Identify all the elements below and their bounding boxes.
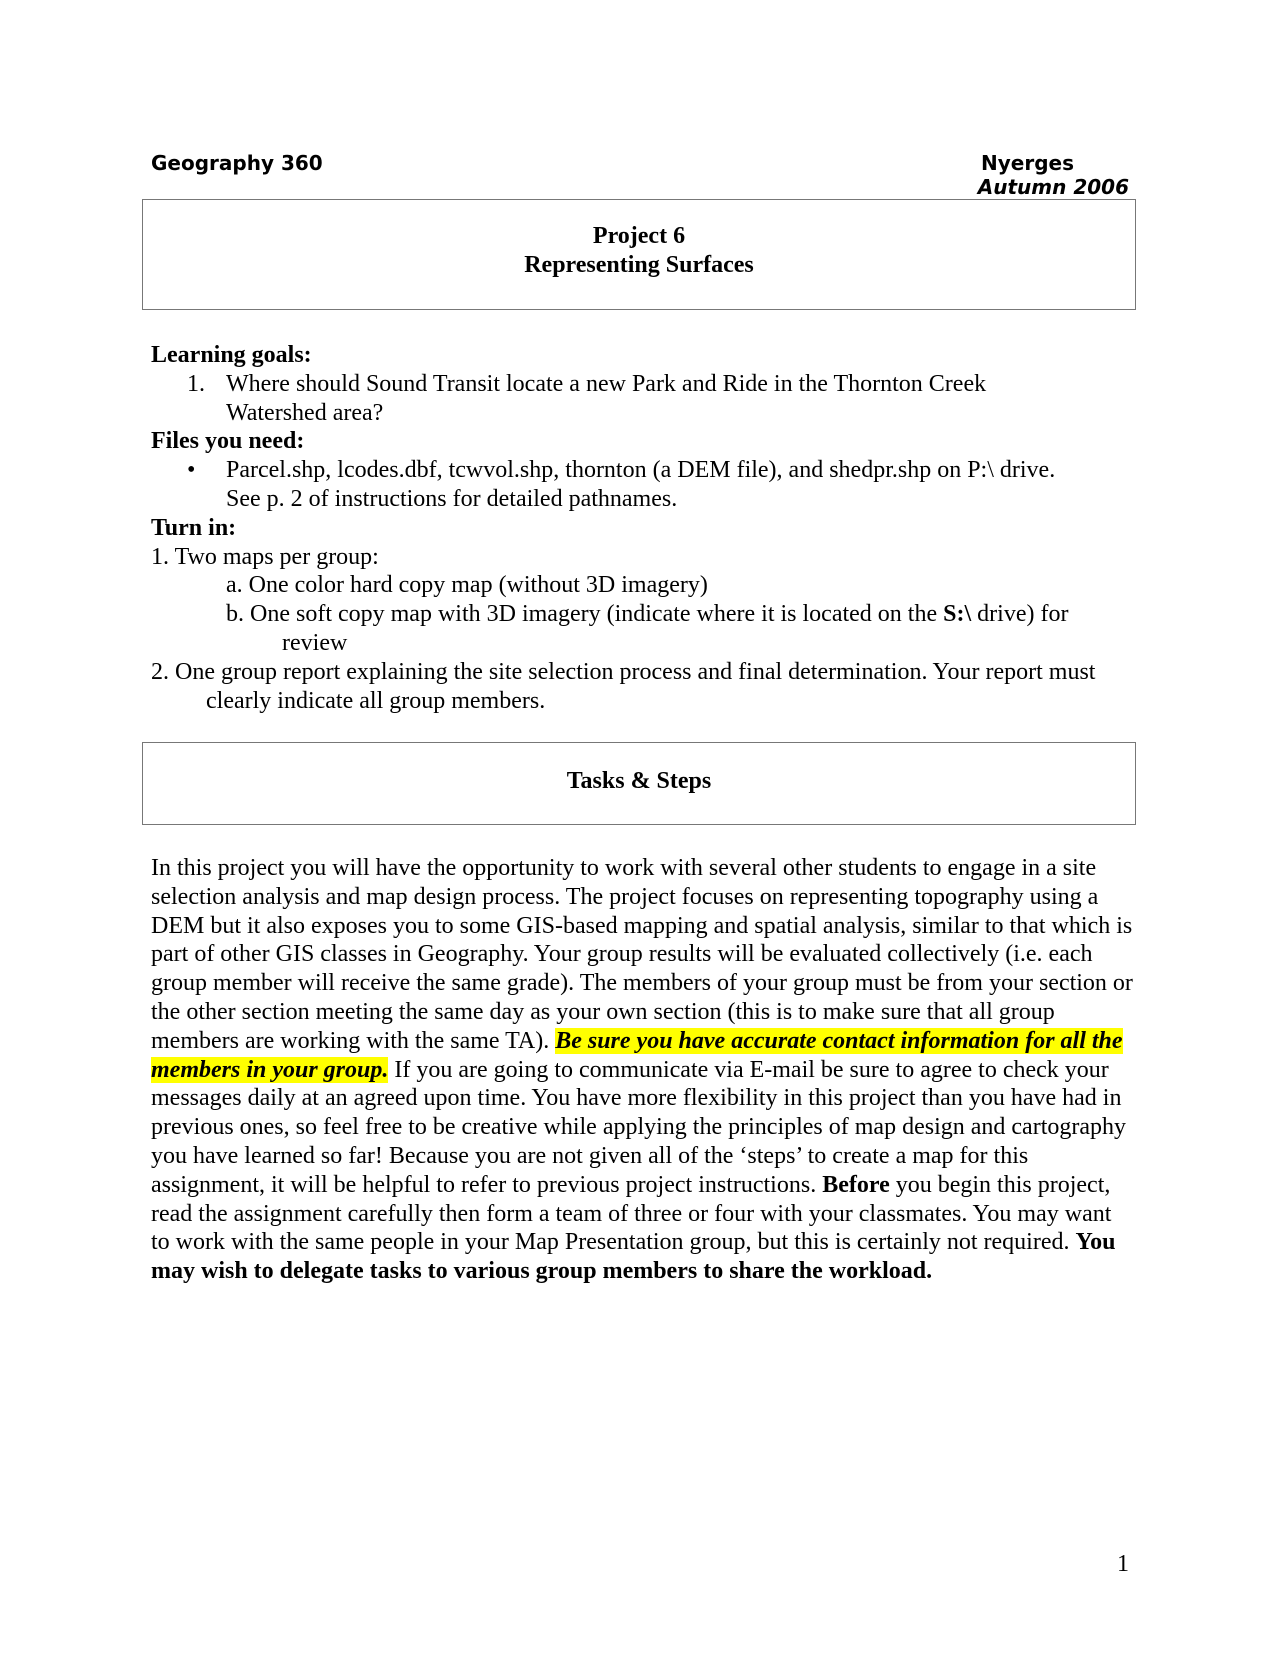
goal-number: 1. xyxy=(187,370,205,397)
instructions-paragraph xyxy=(151,854,1136,1286)
learning-goal-item xyxy=(151,370,1136,428)
para-text-2: If you are going to communicate via E-mail be sure to agree to check your messages daily at an agreed upon time. You have more flexibility in this project than you have had in previous ones, so feel free to be creative while applying the principles of map design and cartography you have learned so far! Because you are not given all of the ‘steps’ to create a map for this assignment, it will be helpful to refer to previous project instructions. xyxy=(151,1056,1126,1198)
turn-in-item-1b xyxy=(151,600,1136,629)
turn-in-item-2: 2. One group report explaining the site selection process and final determination. Your report must clearly indicate all group members. xyxy=(151,658,1096,714)
project-title-box xyxy=(142,199,1136,310)
requirements-section xyxy=(151,341,1136,715)
project-title: Representing Surfaces xyxy=(524,251,754,278)
tasks-steps-title: Tasks & Steps xyxy=(566,768,712,794)
item-1b-text-end: drive) for xyxy=(971,601,1069,628)
item-1b-drive: S:\ xyxy=(943,601,972,628)
before-emphasis: Before xyxy=(822,1171,890,1198)
page-number: 1 xyxy=(1117,1551,1129,1577)
goal-line-2: Watershed area? xyxy=(226,399,384,426)
instructor-name: Nyerges xyxy=(981,151,1074,175)
turn-in-item-1a: a. One color hard copy map (without 3D imagery) xyxy=(226,572,708,599)
tasks-steps-box xyxy=(142,742,1136,825)
delegate-emphasis: You may wish to delegate tasks to various group members to share the workload. xyxy=(151,1229,1116,1285)
learning-goals-heading: Learning goals: xyxy=(151,342,312,368)
term-label: Autumn 2006 xyxy=(977,175,1129,199)
files-line-1: Parcel.shp, lcodes.dbf, tcwvol.shp, thornton (a DEM file), and shedpr.shp on P:\ drive. xyxy=(226,457,1056,484)
course-name: Geography 360 xyxy=(151,151,323,175)
para-text-1: In this project you will have the opportunity to work with several other students to engage in a site selection analysis and map design process. The project focuses on representing topography using a DEM but it also exposes you to some GIS-based mapping and spatial analysis, similar to that which is part of other GIS classes in Geography. Your group results will be evaluated collectively (i.e. each group member will receive the same grade). The members of your group must be from your section or the other section meeting the same day as your own section (this is to make sure that all group members are working with the same TA). xyxy=(151,855,1133,1054)
header-right xyxy=(869,151,1129,199)
files-item xyxy=(151,456,1136,514)
highlighted-notice: Be sure you have accurate contact information for all the members in your group. xyxy=(151,1027,1123,1083)
bullet-icon: • xyxy=(187,457,196,484)
turn-in-item-1: 1. Two maps per group: xyxy=(151,543,379,570)
project-number: Project 6 xyxy=(592,223,686,249)
turn-in-item-1b-cont: review xyxy=(282,629,348,656)
files-line-2: See p. 2 of instructions for detailed pathnames. xyxy=(226,485,678,512)
turn-in-heading: Turn in: xyxy=(151,514,237,541)
item-1b-text: b. One soft copy map with 3D imagery (indicate where it is located on the xyxy=(226,601,944,628)
files-heading: Files you need: xyxy=(151,428,305,455)
goal-line-1: Where should Sound Transit locate a new Park and Ride in the Thornton Creek xyxy=(226,370,987,397)
para-text-3: you begin this project, read the assignment carefully then form a team of three or four with your classmates. You may want to work with the same people in your Map Presentation group, but this is certainly not required. xyxy=(151,1171,1112,1256)
